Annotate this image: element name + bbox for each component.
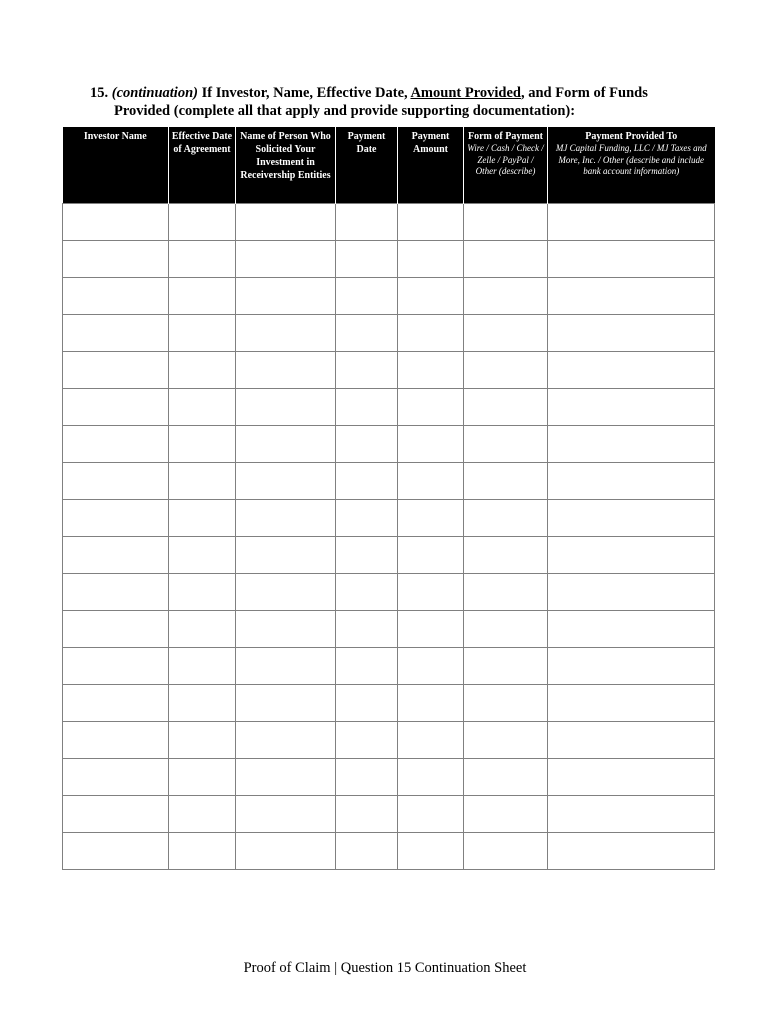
table-cell[interactable] [236,241,336,278]
table-cell[interactable] [169,278,236,315]
table-cell[interactable] [464,426,548,463]
table-cell[interactable] [236,611,336,648]
table-cell[interactable] [464,500,548,537]
table-cell[interactable] [63,389,169,426]
table-cell[interactable] [336,833,398,870]
table-cell[interactable] [336,611,398,648]
table-cell[interactable] [336,796,398,833]
table-row [63,685,715,722]
heading-part-2: , and Form of Funds [520,85,648,101]
form-of-payment-options: Wire / Cash / Check / Zelle / PayPal / Other (describe) [467,143,544,176]
table-cell[interactable] [336,426,398,463]
table-cell[interactable] [336,463,398,500]
table-cell[interactable] [236,500,336,537]
table-cell[interactable] [336,315,398,352]
table-cell[interactable] [236,426,336,463]
table-cell[interactable] [169,204,236,241]
table-cell[interactable] [548,278,715,315]
table-cell[interactable] [548,352,715,389]
table-cell[interactable] [336,500,398,537]
table-cell[interactable] [336,759,398,796]
col-investor-name: Investor Name [63,127,169,204]
table-cell[interactable] [169,833,236,870]
heading-line-2: Provided (complete all that apply and provide supporting documentation): [114,103,576,119]
table-row [63,648,715,685]
table-cell[interactable] [236,278,336,315]
table-cell[interactable] [548,426,715,463]
table-cell[interactable] [63,500,169,537]
table-header-row [63,127,715,204]
table-cell[interactable] [63,759,169,796]
table-cell[interactable] [336,204,398,241]
table-row [63,537,715,574]
col-effective-date: Effective Date of Agreement [169,127,236,204]
table-cell[interactable] [548,648,715,685]
table-row [63,426,715,463]
table-cell[interactable] [63,574,169,611]
payment-provided-to-options: MJ Capital Funding, LLC / MJ Taxes and More, Inc. / Other (describe and include bank account information) [555,143,707,176]
question-number: 15. [90,85,109,101]
table-cell[interactable] [548,759,715,796]
table-cell[interactable] [464,352,548,389]
table-cell[interactable] [169,611,236,648]
table-cell[interactable] [464,241,548,278]
heading-part-1: If Investor, Name, Effective Date, [197,85,411,101]
table-cell[interactable] [336,685,398,722]
table-row [63,204,715,241]
table-row [63,759,715,796]
table-cell[interactable] [464,833,548,870]
table-cell[interactable] [398,833,464,870]
table-cell[interactable] [464,574,548,611]
table-cell[interactable] [236,463,336,500]
table-cell[interactable] [548,315,715,352]
col-payment-amount: Payment Amount [398,127,464,204]
col-form-of-payment: Form of Payment Wire / Cash / Check / Zelle / PayPal / Other (describe) [464,127,548,204]
table-cell[interactable] [336,537,398,574]
table-cell[interactable] [63,537,169,574]
table-cell[interactable] [398,241,464,278]
col-solicitor-name: Name of Person Who Solicited Your Investment in Receivership Entities [236,127,336,204]
table-cell[interactable] [169,759,236,796]
table-cell[interactable] [236,685,336,722]
table-cell[interactable] [336,722,398,759]
heading-underlined: Amount Provided [410,85,521,101]
table-cell[interactable] [548,389,715,426]
table-cell[interactable] [398,759,464,796]
table-cell[interactable] [169,685,236,722]
table-cell[interactable] [398,352,464,389]
table-cell[interactable] [548,796,715,833]
table-cell[interactable] [548,611,715,648]
table-cell[interactable] [548,685,715,722]
table-cell[interactable] [63,315,169,352]
table-cell[interactable] [63,833,169,870]
table-cell[interactable] [336,574,398,611]
table-cell[interactable] [169,574,236,611]
table-cell[interactable] [63,685,169,722]
table-cell[interactable] [236,796,336,833]
table-cell[interactable] [63,241,169,278]
table-cell[interactable] [169,389,236,426]
table-cell[interactable] [464,278,548,315]
table-cell[interactable] [236,574,336,611]
table-cell[interactable] [63,722,169,759]
question-heading [90,84,710,120]
table-cell[interactable] [169,463,236,500]
table-cell[interactable] [236,315,336,352]
table-cell[interactable] [398,463,464,500]
table-row [63,574,715,611]
table-cell[interactable] [169,796,236,833]
table-cell[interactable] [398,389,464,426]
table-row [63,796,715,833]
table-cell[interactable] [398,278,464,315]
table-cell[interactable] [464,648,548,685]
table-cell[interactable] [169,352,236,389]
table-cell[interactable] [464,537,548,574]
table-cell[interactable] [398,426,464,463]
table-cell[interactable] [398,611,464,648]
table-cell[interactable] [464,611,548,648]
table-cell[interactable] [464,463,548,500]
table-row [63,389,715,426]
table-cell[interactable] [63,648,169,685]
table-cell[interactable] [63,426,169,463]
table-cell[interactable] [236,833,336,870]
table-cell[interactable] [398,685,464,722]
table-cell[interactable] [398,537,464,574]
table-cell[interactable] [336,389,398,426]
table-cell[interactable] [398,574,464,611]
table-cell[interactable] [398,648,464,685]
table-cell[interactable] [236,648,336,685]
table-cell[interactable] [236,537,336,574]
table-cell[interactable] [464,389,548,426]
table-cell[interactable] [236,204,336,241]
table-cell[interactable] [63,463,169,500]
table-cell[interactable] [169,500,236,537]
table-cell[interactable] [236,722,336,759]
table-cell[interactable] [169,648,236,685]
table-cell[interactable] [236,389,336,426]
table-row [63,500,715,537]
continuation-table [62,127,715,870]
table-cell[interactable] [464,685,548,722]
table-cell[interactable] [236,352,336,389]
table-row [63,278,715,315]
table-row [63,722,715,759]
table-cell[interactable] [548,574,715,611]
table-cell[interactable] [398,204,464,241]
table-cell[interactable] [548,833,715,870]
table-cell[interactable] [464,204,548,241]
table-cell[interactable] [464,759,548,796]
table-cell[interactable] [548,463,715,500]
table-cell[interactable] [548,241,715,278]
col-payment-provided-to: Payment Provided To MJ Capital Funding, LLC / MJ Taxes and More, Inc. / Other (describe and include bank account information) [548,127,715,204]
page-footer: Proof of Claim | Question 15 Continuation Sheet [243,960,527,976]
table-cell[interactable] [169,241,236,278]
table-row [63,611,715,648]
table-cell[interactable] [336,352,398,389]
table-cell[interactable] [63,204,169,241]
table-cell[interactable] [63,611,169,648]
table-cell[interactable] [398,500,464,537]
table-cell[interactable] [169,537,236,574]
table-row [63,241,715,278]
continuation-label: (continuation) [111,85,198,101]
table-cell[interactable] [236,759,336,796]
table-row [63,463,715,500]
table-cell[interactable] [336,648,398,685]
table-cell[interactable] [336,241,398,278]
table-cell[interactable] [464,722,548,759]
table-row [63,833,715,870]
table-cell[interactable] [63,796,169,833]
table-cell[interactable] [63,278,169,315]
table-cell[interactable] [548,204,715,241]
table-cell[interactable] [336,278,398,315]
table-row [63,315,715,352]
col-payment-date: Payment Date [336,127,398,204]
table-cell[interactable] [464,796,548,833]
table-cell[interactable] [169,315,236,352]
table-row [63,352,715,389]
table-cell[interactable] [548,500,715,537]
table-cell[interactable] [398,796,464,833]
table-cell[interactable] [398,722,464,759]
table-cell[interactable] [63,352,169,389]
table-cell[interactable] [464,315,548,352]
table-cell[interactable] [548,537,715,574]
table-cell[interactable] [169,426,236,463]
table-cell[interactable] [169,722,236,759]
table-cell[interactable] [398,315,464,352]
table-cell[interactable] [548,722,715,759]
